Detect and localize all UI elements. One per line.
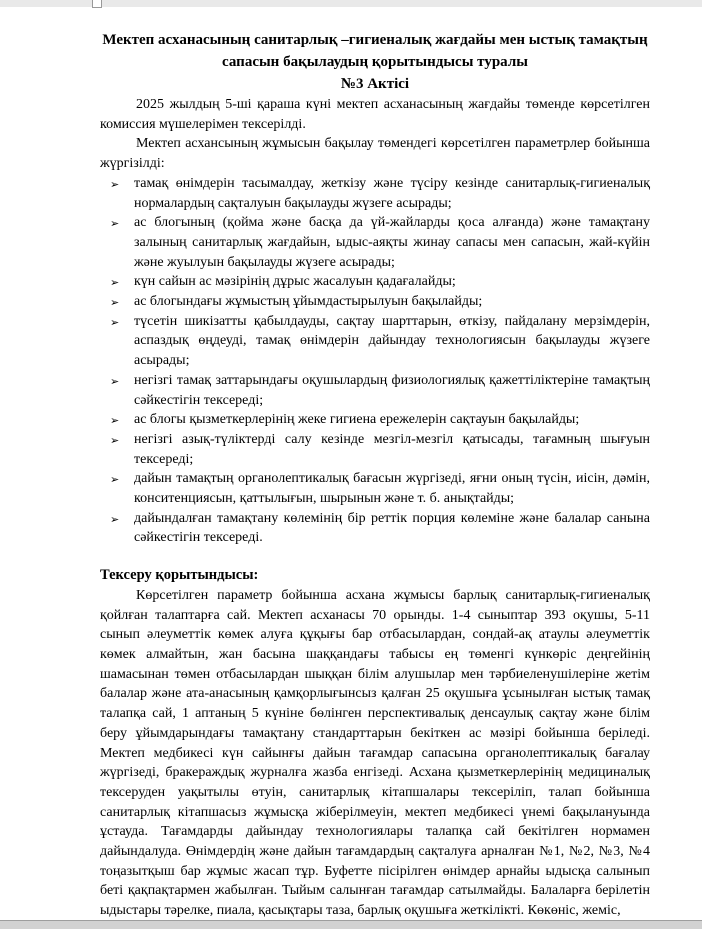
list-item-text: ас блогы қызметкерлерінің жеке гигиена ережелерін сақтауын бақылайды; <box>134 412 580 428</box>
document-title: Мектеп асханасының санитарлық –гигиеналық жағдайы мен ыстық тамақтың сапасын бақылаудың қорытындысы туралы <box>102 32 648 70</box>
arrow-bullet-icon: ➢ <box>110 177 120 191</box>
arrow-bullet-icon: ➢ <box>110 217 120 231</box>
arrow-bullet-icon: ➢ <box>110 296 120 310</box>
list-item <box>100 469 650 508</box>
page-bottom-edge <box>0 920 702 929</box>
list-item-text: тамақ өнімдерін тасымалдау, жеткізу және түсіру кезінде санитарлық-гигиеналық нормалардың сақталуын бақылауды жүзеге асырады; <box>134 175 650 211</box>
document-edit-area[interactable] <box>0 7 702 921</box>
arrow-bullet-icon: ➢ <box>110 512 120 526</box>
list-item <box>100 430 650 469</box>
list-item-text: дайын тамақтың органолептикалық бағасын жүргізеді, яғни оның түсін, иісін, дәмін, конситенциясын, қаттылығын, шырынын және т. б. анықтайды; <box>134 471 650 507</box>
inspection-parameters-list <box>100 174 650 548</box>
list-item <box>100 371 650 410</box>
arrow-bullet-icon: ➢ <box>110 374 120 388</box>
results-paragraph: Көрсетілген параметр бойынша асхана жұмысы барлық санитарлық-гигиеналық қойлған талаптарға сай. Мектеп асханасы 70 орынды. 1-4 сыныптар 393 оқушы, 5-11 сынып әлеуметтік көмек алуға құқығы бар отбасылардан, сондай-ақ атаулы әлеуметтік көмек алмайтын, жан басына шаққандағы табысы ең төменгі күнкөріс деңгейінің шамасынан төмен отбасылардан шыққан білім алушылар мен тәрбиеленушілеріне жетім балалар және ата-анасының қамқорлығынсыз қалған 25 оқушыға ұсынылған ыстық тамақ талапқа сай, 1 аптаның 5 күніне бөлінген перспективалық денсаулық сақтау және білім беру ұйымдарындағы тамақтану стандарттарын бекіткен ас мәзірі бойынша беріледі. Мектеп медбикесі күн сайынғы дайын тағамдар сапасына органолептикалық бағалау жүргізеді, бракераждық журналға жазба енгізеді. Асхана қызметкерлерінің медициналық тексеруден уақытылы өтуін, санитарлық кітапшалары тексеріліп, талап бойынша санитарлық кітапшасыз жұмысқа жіберілмеуін, мектеп медбикесі үнемі бақылануында ұстауда. Тағамдарды дайындау технологиялары талапқа сай бекітілген нормамен дайындалуда. Өнімдердің және дайын тағамдардың сақталуға арналған №1, №2, №3, №4 тоңазытқыш бар жұмыс жасап тұр. Буфетте пісірілген өнімдер арнайы ыдысқа салынып беті қақпақтармен жабылған. Тыйым салынған тағамдар сатылмайды. Балаларға берілетін ыдыстары тәрелке, пиала, қасықтары таза, барлық оқушыға жеткілікті. Көкөніс, жеміс, <box>100 587 650 919</box>
list-item-text: негізгі тамақ заттарындағы оқушылардың физиологиялық қажеттіліктеріне тамақтың сәйкестігін тексереді; <box>134 372 650 408</box>
intro-paragraph-2: Мектеп асхансының жұмысын бақылау төмендегі көрсетілген параметрлер бойынша жүргізілді: <box>100 136 650 172</box>
arrow-bullet-icon: ➢ <box>110 473 120 487</box>
list-item <box>100 174 650 213</box>
arrow-bullet-icon: ➢ <box>110 276 120 290</box>
results-heading: Тексеру қорытындысы: <box>100 567 259 584</box>
act-number: №3 Актісі <box>340 76 410 92</box>
list-item-text: дайындалған тамақтану көлемінің бір реттік порция көлеміне және балалар санына сәйкестігін тексереді. <box>134 510 650 546</box>
list-item-text: ас блогының (қойма және басқа да үй-жайларды қоса алғанда) және тамақтану залының санитарлық жағдайын, ыдыс-аяқты жинау сапасы мен сапасын, жай-күйін және жуылуын бақылауды жүзеге асырады; <box>134 215 650 270</box>
arrow-bullet-icon: ➢ <box>110 414 120 428</box>
list-item <box>100 272 650 292</box>
list-item-text: түсетін шикізатты қабылдауды, сақтау шарттарын, өткізу, пайдалану мерзімдерін, аспаздық өңдеуді, тамақ өнімдерін дайындау технологиясын бақылауды жүзеге асырады; <box>134 313 650 369</box>
list-item <box>100 213 650 272</box>
list-item <box>100 292 650 312</box>
list-item <box>100 312 650 371</box>
arrow-bullet-icon: ➢ <box>110 315 120 329</box>
list-item <box>100 410 650 430</box>
list-item-text: күн сайын ас мәзірінің дұрыс жасалуын қадағалайды; <box>134 274 456 290</box>
page-top-edge <box>0 0 702 7</box>
intro-paragraph-1: 2025 жылдың 5-ші қараша күні мектеп асханасының жағдайы төменде көрсетілген комиссия мүшелерімен тексерілді. <box>100 97 650 132</box>
list-item <box>100 509 650 548</box>
list-item-text: ас блогындағы жұмыстың ұйымдастырылуын бақылайды; <box>134 294 483 310</box>
list-item-text: негізгі азық-түліктерді салу кезінде мезгіл-мезгіл қатысады, тағамның шығуын тексереді; <box>134 431 650 467</box>
arrow-bullet-icon: ➢ <box>110 433 120 447</box>
